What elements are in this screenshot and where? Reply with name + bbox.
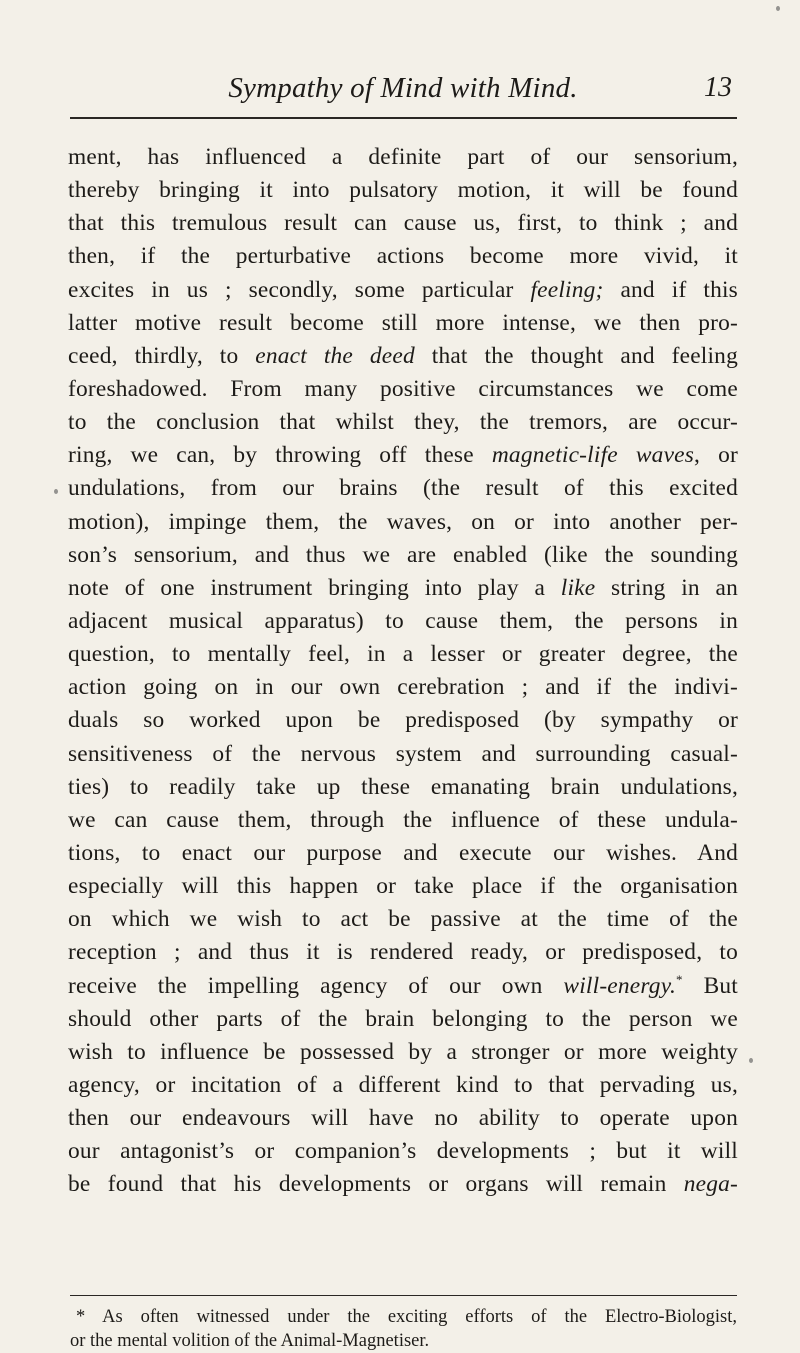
text-run: ring, we can, by throwing off these — [68, 442, 492, 469]
text-line: ment, has influenced a definite part of our sensorium, — [68, 144, 738, 170]
text-run: excites in us ; secondly, some particular — [68, 276, 531, 303]
text-run: be found that his developments or organs will remain — [68, 1171, 684, 1198]
text-line: undulations, from our brains (the result of this excited — [68, 475, 738, 502]
text-line: son’s sensorium, and thus we are enabled (like the sounding — [68, 541, 738, 568]
text-run: note of one instrument bringing into play a — [68, 574, 561, 601]
text-line: our antagonist’s or companion’s developments ; but it will — [68, 1138, 738, 1165]
text-line: latter motive result become still more intense, we then pro- — [68, 309, 738, 336]
page-number: 13 — [704, 72, 732, 103]
text-line: reception ; and thus it is rendered ready, or predisposed, to — [68, 939, 738, 966]
text-line: especially will this happen or take place if the organisation — [68, 873, 738, 900]
footnote-line-1: * As often witnessed under the exciting efforts of the Electro-Biologist, — [76, 1307, 737, 1327]
text-line — [68, 439, 738, 472]
text-line: we can cause them, through the influence of these undula- — [68, 806, 738, 833]
text-line: sensitiveness of the nervous system and surrounding casual- — [68, 740, 738, 767]
text-line: duals so worked upon be predisposed (by sympathy or — [68, 707, 738, 734]
text-line — [68, 340, 738, 373]
text-line: that this tremulous result can cause us, first, to think ; and — [68, 210, 738, 237]
text-line: foreshadowed. From many positive circumstances we come — [68, 375, 738, 402]
text-run: ceed, thirdly, to — [68, 342, 256, 369]
text-line: motion), impinge them, the waves, on or into another per- — [68, 508, 738, 535]
text-run: string in an — [595, 574, 738, 601]
text-line: to the conclusion that whilst they, the tremors, are occur- — [68, 409, 738, 436]
text-run: But — [682, 972, 738, 999]
paper-speck — [54, 489, 58, 494]
running-head — [68, 70, 738, 110]
italic-emphasis: magnetic-life waves — [491, 442, 695, 469]
italic-emphasis: will-energy. — [563, 972, 677, 999]
text-run: , or — [694, 442, 739, 469]
text-line: thereby bringing it into pulsatory motion, it will be found — [68, 177, 738, 204]
italic-emphasis: feeling; — [530, 276, 604, 303]
footnote-line-2: or the mental volition of the Animal-Magnetiser. — [70, 1331, 430, 1351]
italic-emphasis: enact the deed — [255, 342, 415, 369]
text-line: ties) to readily take up these emanating brain undulations, — [68, 773, 738, 800]
text-line — [68, 1168, 738, 1201]
footnote-rule — [70, 1295, 737, 1296]
text-line: wish to influence be possessed by a stronger or more weighty — [68, 1038, 738, 1065]
text-line — [68, 572, 738, 605]
text-line: question, to mentally feel, in a lesser or greater degree, the — [68, 641, 738, 668]
text-line: then our endeavours will have no ability to operate upon — [68, 1105, 738, 1132]
text-line: then, if the perturbative actions become more vivid, it — [68, 243, 738, 270]
text-run: that the thought and feeling — [414, 342, 738, 369]
footnote-marker: * — [676, 971, 683, 987]
paper-speck — [749, 1058, 753, 1063]
text-run: and if this — [603, 276, 738, 303]
italic-emphasis: like — [560, 574, 596, 601]
paper-speck — [776, 6, 780, 11]
text-line: tions, to enact our purpose and execute our wishes. And — [68, 839, 738, 866]
text-line — [68, 274, 738, 307]
header-rule — [70, 117, 737, 119]
footnote — [70, 1305, 737, 1353]
text-run: receive the impelling agency of our own — [68, 972, 564, 999]
text-line: agency, or incitation of a different kind to that pervading us, — [68, 1071, 738, 1098]
text-line: on which we wish to act be passive at the time of the — [68, 906, 738, 933]
running-head-title: Sympathy of Mind with Mind. — [228, 72, 578, 104]
text-line: action going on in our own cerebration ; and if the indivi- — [68, 674, 738, 701]
text-line — [68, 970, 738, 1003]
text-line: should other parts of the brain belonging to the person we — [68, 1005, 738, 1032]
italic-emphasis: nega- — [683, 1171, 738, 1198]
text-line: adjacent musical apparatus) to cause them, the persons in — [68, 607, 738, 634]
body-text — [68, 141, 738, 1202]
